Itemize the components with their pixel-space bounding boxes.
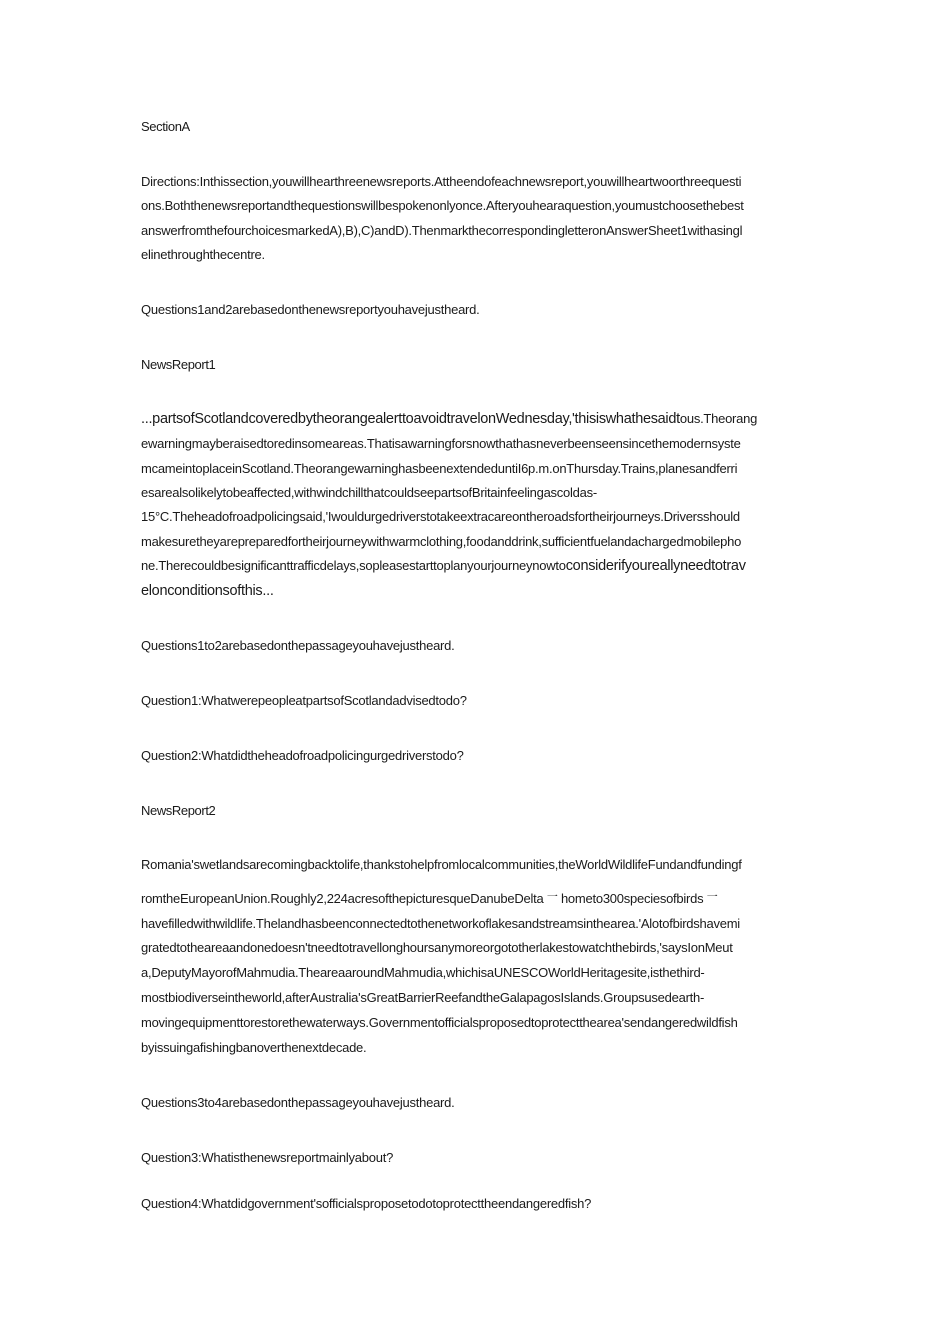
question-4: Question4:Whatdidgovernment'sofficialsproposetodotoprotecttheendangeredfish? — [141, 1196, 592, 1211]
report1-line-4: esarealsolikelytobeaffected,withwindchillthatcouldseepartsofBritainfeelingascoldas- — [141, 485, 597, 500]
question-1: Question1:WhatwerepeopleatpartsofScotlandadvisedtodo? — [141, 693, 467, 708]
news-report-2-title: NewsReport2 — [141, 803, 216, 818]
report2-line-1: Romania'swetlandsarecomingbacktolife,thankstohelpfromlocalcommunities,theWorldWildlifeFundandfundingf — [141, 857, 742, 872]
report2-line-7: movingequipmenttorestorethewaterways.Governmentofficialsproposedtoprotectthearea'sendangeredwildfish — [141, 1015, 738, 1030]
questions-1-2-intro: Questions1and2arebasedonthenewsreportyouhavejustheard. — [141, 302, 480, 317]
report2-line-2 — [141, 891, 717, 908]
report1-line-8: elonconditionsofthis... — [141, 583, 274, 599]
report1-line-3: mcameintoplaceinScotland.TheorangewarninghasbeenextendeduntiI6p.m.onThursday.Trains,planesandferri — [141, 461, 738, 476]
report2-line-2-a: romtheEuropeanUnion.Roughly2,224acresofthepicturesqueDanubeDelta — [141, 891, 544, 906]
report1-line-6: makesuretheyarepreparedfortheirjourneywithwarmclothing,foodanddrink,sufficientfuelandachargedmobilepho — [141, 534, 742, 549]
report1-line-1-small: ous.Theorang — [679, 411, 758, 426]
report1-line-5: 15°C.Theheadofroadpolicingsaid,'Iwouldurgedriverstotakeextracareontheroadsfortheirjourneys.Driversshould — [141, 509, 740, 524]
report2-line-3: havefilledwithwildlife.Thelandhasbeenconnectedtothenetworkoflakesandstreamsinthearea.'Alotofbirdshavemi — [141, 916, 740, 931]
report1-line-1 — [141, 411, 757, 427]
directions-line-2: ons.Boththenewsreportandthequestionswillbespokenonlyonce.Afteryouhearaquestion,youmustchoosethebest — [141, 198, 744, 213]
question-3: Question3:Whatisthenewsreportmainlyabout? — [141, 1150, 394, 1165]
em-dash-2: 一 — [706, 891, 718, 903]
report1-line-2: ewarningmayberaisedtoredinsomeareas.Thatisawarningforsnowthathasneverbeenseensincethemodernsyste — [141, 436, 741, 451]
report1-line-7-small: ne.Therecouldbesignificanttrafficdelays,sopleasestarttoplanyourjourneynowto — [141, 558, 566, 573]
questions-3-to-4-intro: Questions3to4arebasedonthepassageyouhavejustheard. — [141, 1095, 455, 1110]
report2-line-5: a,DeputyMayorofMahmudia.TheareaaroundMahmudia,whichisaUNESCOWorldHeritagesite,isthethird- — [141, 965, 705, 980]
report2-line-8: byissuingafishingbanoverthenextdecade. — [141, 1040, 367, 1055]
report2-line-6: mostbiodiverseintheworld,afterAustralia'sGreatBarrierReefandtheGalapagosIslands.Groupsusedearth- — [141, 990, 705, 1005]
report1-line-7-large: considerifyoureallyneedtotrav — [565, 558, 746, 574]
em-dash-1: 一 — [546, 891, 558, 903]
section-title: SectionA — [141, 119, 190, 134]
news-report-1-title: NewsReport1 — [141, 357, 216, 372]
report2-line-2-b: hometo300speciesofbirds — [560, 891, 704, 906]
report1-line-1-large: ...partsofScotlandcoveredbytheorangealerttoavoidtravelonWednesday,'thisiswhathesaidt — [141, 411, 680, 427]
report1-line-7 — [141, 558, 746, 574]
report2-line-4: gratedtotheareaandonedoesn'tneedtotravellonghoursanymoreorgototherlakestowatchthebirds,'saysIonMeut — [141, 940, 733, 955]
questions-1-to-2-intro: Questions1to2arebasedonthepassageyouhavejustheard. — [141, 638, 455, 653]
directions-line-1: Directions:Inthissection,youwillhearthreenewsreports.Attheendofeachnewsreport,youwillheartwoorthreequesti — [141, 174, 742, 189]
directions-line-3: answerfromthefourchoicesmarkedA),B),C)andD).ThenmarkthecorrespondingletteronAnswerSheet1withasingl — [141, 223, 743, 238]
question-2: Question2:Whatdidtheheadofroadpolicingurgedriverstodo? — [141, 748, 464, 763]
directions-line-4: elinethroughthecentre. — [141, 247, 265, 262]
